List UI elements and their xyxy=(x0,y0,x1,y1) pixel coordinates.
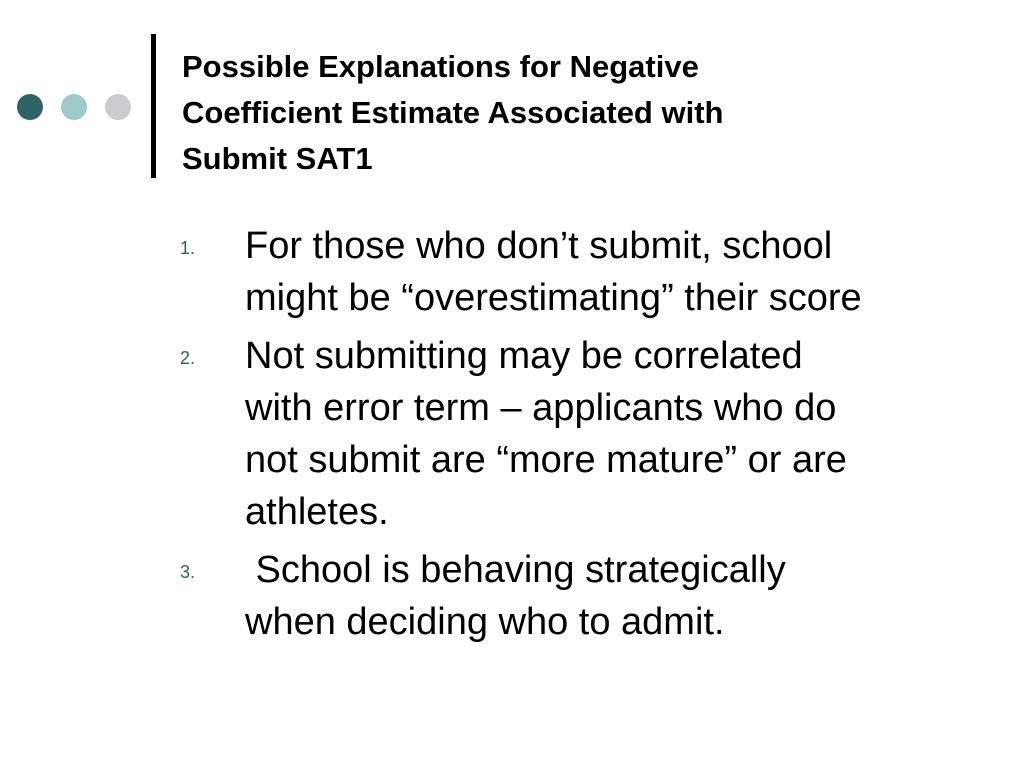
list-item-line: For those who don’t submit, school xyxy=(245,225,833,267)
gray-dot-icon xyxy=(105,94,131,120)
list-number: 1. xyxy=(180,238,196,258)
list-item xyxy=(180,330,970,538)
slide-title-line: Coefficient Estimate Associated with xyxy=(182,95,724,130)
light-teal-dot-icon xyxy=(61,94,87,120)
explanations-list xyxy=(180,220,970,654)
list-item-line: School is behaving strategically xyxy=(245,549,786,591)
dark-teal-dot-icon xyxy=(17,94,43,120)
list-item-line: when deciding who to admit. xyxy=(245,601,725,643)
decorative-dots xyxy=(17,94,132,120)
slide-title xyxy=(182,44,882,182)
list-number: 3. xyxy=(180,562,196,582)
list-item-line: athletes. xyxy=(245,491,389,533)
list-item-line: not submit are “more mature” or are xyxy=(245,439,847,481)
list-item-line: Not submitting may be correlated xyxy=(245,335,803,377)
list-number: 2. xyxy=(180,348,196,368)
list-item-line: might be “overestimating” their score xyxy=(245,277,862,319)
title-divider xyxy=(151,34,156,178)
list-item-line: with error term – applicants who do xyxy=(245,387,837,429)
slide-title-line: Submit SAT1 xyxy=(182,141,373,176)
list-item xyxy=(180,544,970,648)
list-item xyxy=(180,220,970,324)
slide-title-line: Possible Explanations for Negative xyxy=(182,49,699,84)
